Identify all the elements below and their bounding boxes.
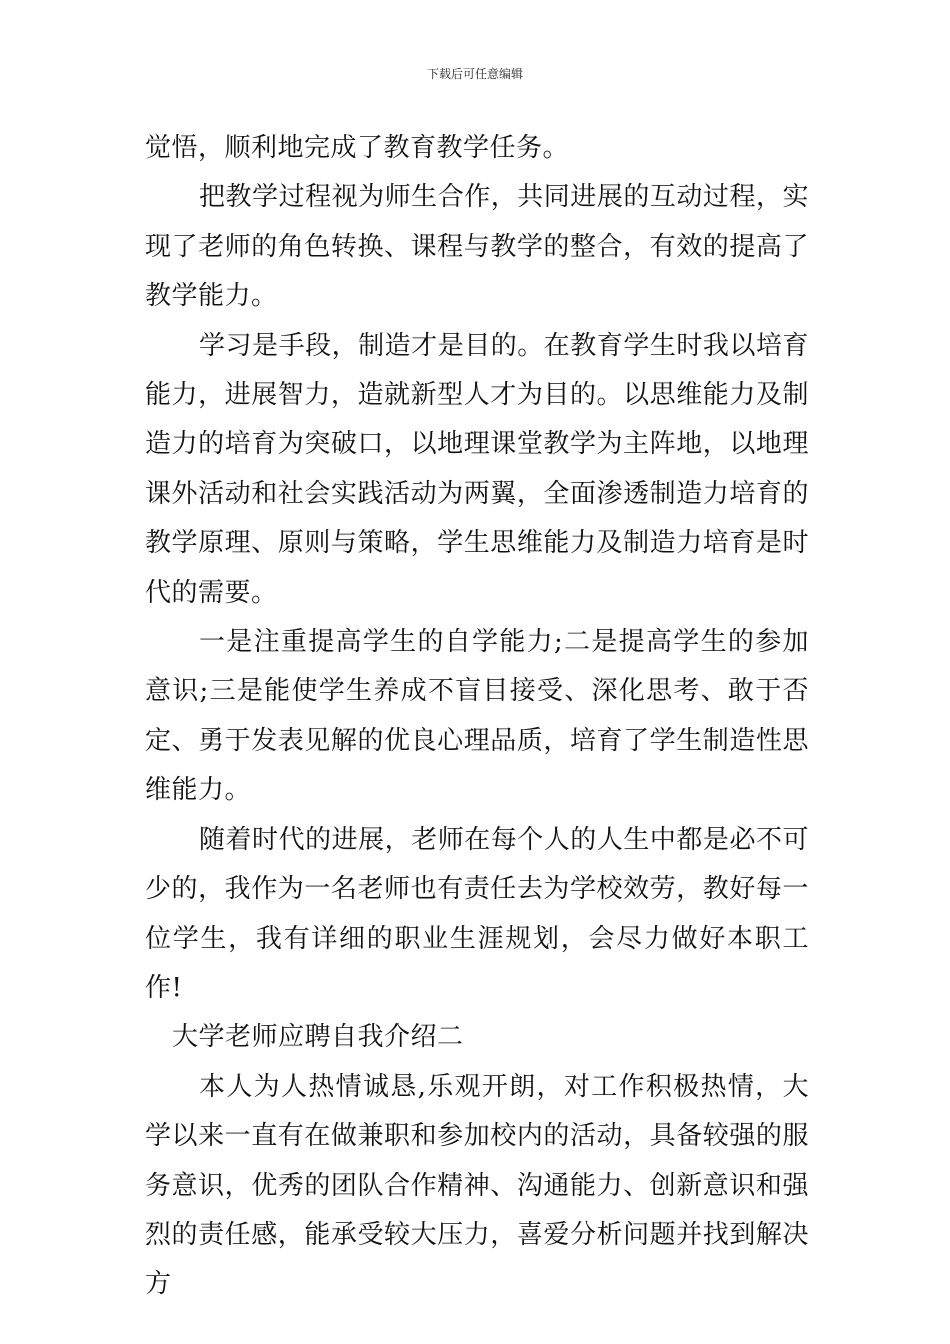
document-body (145, 124, 809, 1310)
section-subheading: 大学老师应聘自我介绍二 (172, 1022, 464, 1053)
paragraph: 学习是手段，制造才是目的。在教育学生时我以培育能力，进展智力，造就新型人才为目的。以思维能力及制造力的培育为突破口，以地理课堂教学为主阵地，以地理课外活动和社会实践活动为两翼，全面渗透制造力培育的教学原理、原则与策略，学生思维能力及制造力培育是时代的需要。 (145, 330, 809, 608)
paragraph-continuation: 觉悟，顺利地完成了教育教学任务。 (145, 133, 570, 163)
paragraph: 本人为人热情诚恳,乐观开朗，对工作积极热情，大学以来一直有在做兼职和参加校内的活动，具备较强的服务意识，优秀的团队合作精神、沟通能力、创新意识和强烈的责任感，能承受较大压力，喜爱分析问题并找到解决方 (145, 1071, 809, 1300)
page-header: 下载后可任意编辑 (426, 67, 523, 81)
paragraph: 随着时代的进展，老师在每个人的人生中都是必不可少的，我作为一名老师也有责任去为学校效劳，教好每一位学生，我有详细的职业生涯规划，会尽力做好本职工作! (145, 824, 809, 1003)
paragraph: 一是注重提高学生的自学能力;二是提高学生的参加意识;三是能使学生养成不盲目接受、深化思考、敢于否定、勇于发表见解的优良心理品质，培育了学生制造性思维能力。 (145, 627, 809, 806)
paragraph: 把教学过程视为师生合作，共同进展的互动过程，实现了老师的角色转换、课程与教学的整合，有效的提高了教学能力。 (145, 182, 809, 312)
